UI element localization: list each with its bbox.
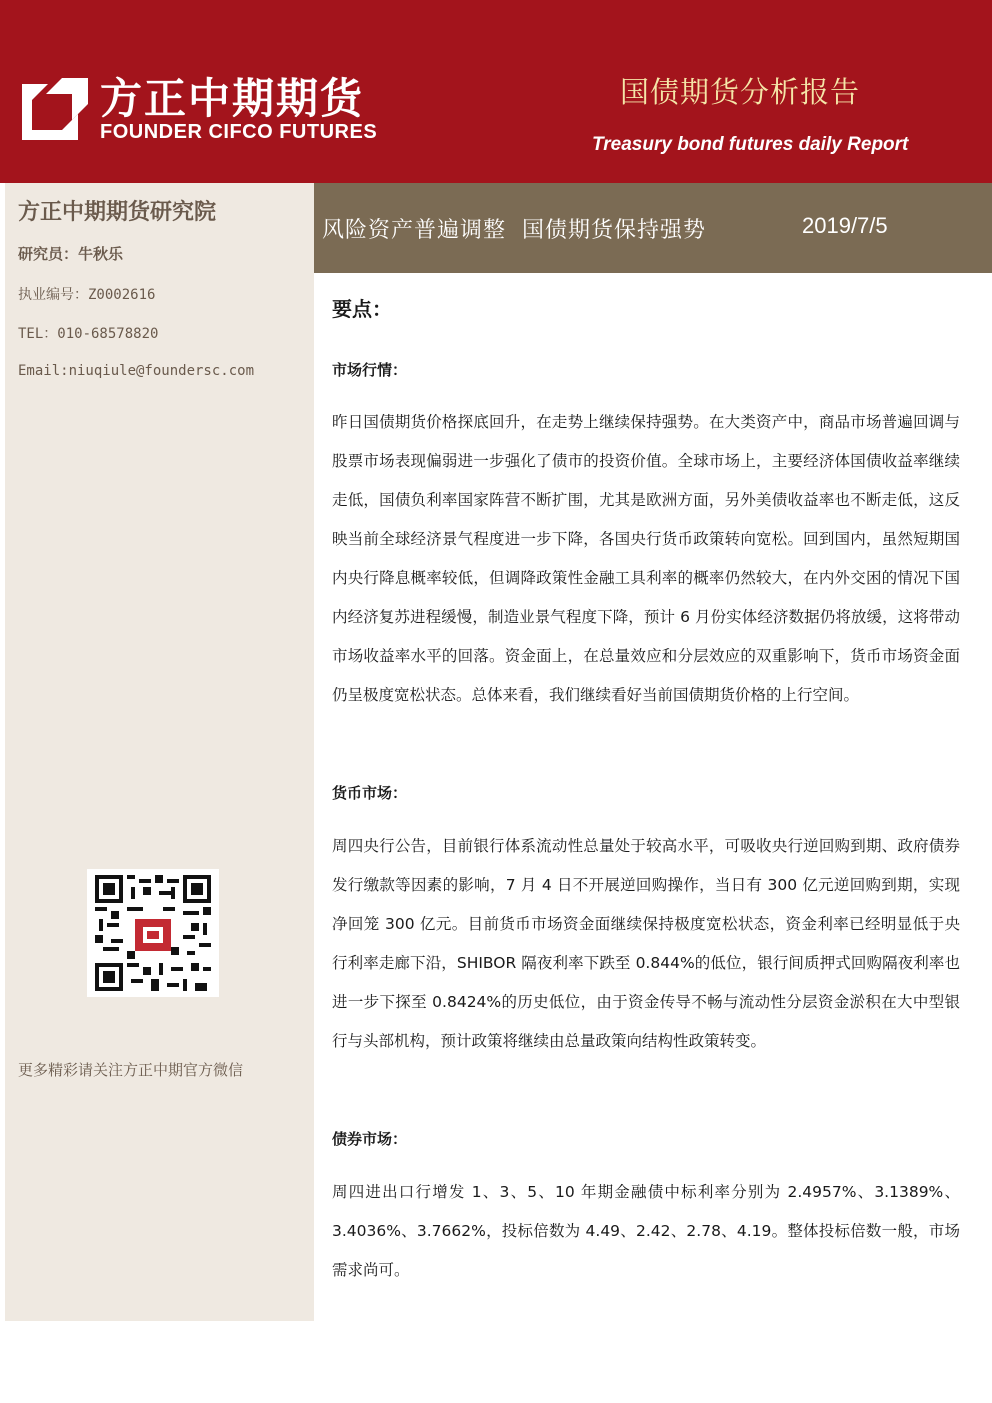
qr-code-icon: [95, 875, 211, 991]
researcher-name: 研究员：牛秋乐: [18, 245, 124, 263]
title-bar: [314, 183, 992, 273]
report-title-en: Treasury bond futures daily Report: [592, 134, 909, 155]
report-headline: 风险资产普遍调整 国债期货保持强势: [322, 218, 706, 243]
telephone: TEL：010-68578820: [18, 326, 159, 342]
wechat-note: 更多精彩请关注方正中期官方微信: [18, 1061, 244, 1079]
sidebar: [5, 183, 314, 1321]
section-text-bond: 周四进出口行增发 1、3、5、10 年期金融债中标利率分别为 2.4957%、3.1389%、3.4036%、3.7662%，投标倍数为 4.49、2.42、2.78、4.19。整体投标倍数一般，市场需求尚可。: [332, 1183, 960, 1279]
key-points-heading: 要点：: [332, 297, 392, 321]
brand-name-cn: 方正中期期货: [100, 74, 365, 123]
founder-logo-icon: [22, 78, 88, 140]
section-heading-bond: 债券市场：: [332, 1130, 408, 1148]
section-heading-money: 货币市场：: [332, 784, 408, 802]
section-heading-market: 市场行情：: [332, 361, 408, 379]
report-title-cn: 国债期货分析报告: [620, 75, 861, 109]
email-address: Email:niuqiule@foundersc.com: [18, 363, 255, 379]
header-band: [0, 0, 992, 183]
brand-name-en: FOUNDER CIFCO FUTURES: [100, 121, 378, 143]
section-text-market: 昨日国债期货价格探底回升，在走势上继续保持强势。在大类资产中，商品市场普遍回调与股票市场表现偏弱进一步强化了债市的投资价值。全球市场上，主要经济体国债收益率继续走低，国债负利率国家阵营不断扩围，尤其是欧洲方面，另外美债收益率也不断走低，这反映当前全球经济景气程度进一步下降，各国央行货币政策转向宽松。回到国内，虽然短期国内央行降息概率较低，但调降政策性金融工具利率的概率仍然较大，在内外交困的情况下国内经济复苏进程缓慢，制造业景气程度下降，预计 6 月份实体经济数据仍将放缓，这将带动市场收益率水平的回落。资金面上，在总量效应和分层效应的双重影响下，货币市场资金面仍呈极度宽松状态。总体来看，我们继续看好当前国债期货价格的上行空间。: [332, 413, 960, 704]
report-date: 2019/7/5: [802, 213, 888, 238]
institute-name: 方正中期期货研究院: [18, 200, 217, 225]
section-text-money: 周四央行公告，目前银行体系流动性总量处于较高水平，可吸收央行逆回购到期、政府债券发行缴款等因素的影响，7 月 4 日不开展逆回购操作，当日有 300 亿元逆回购到期，实现净回笼 300 亿元。目前货币市场资金面继续保持极度宽松状态，资金利率已经明显低于央行利率走廊下沿，SHIBOR 隔夜利率下跌至 0.844%的低位，银行间质押式回购隔夜利率也进一步下探至 0.8424%的历史低位，由于资金传导不畅与流动性分层资金淤积在大中型银行与头部机构，预计政策将继续由总量政策向结构性政策转变。: [332, 837, 960, 1050]
license-number: 执业编号：Z0002616: [18, 287, 156, 303]
qr-code: [87, 869, 219, 997]
